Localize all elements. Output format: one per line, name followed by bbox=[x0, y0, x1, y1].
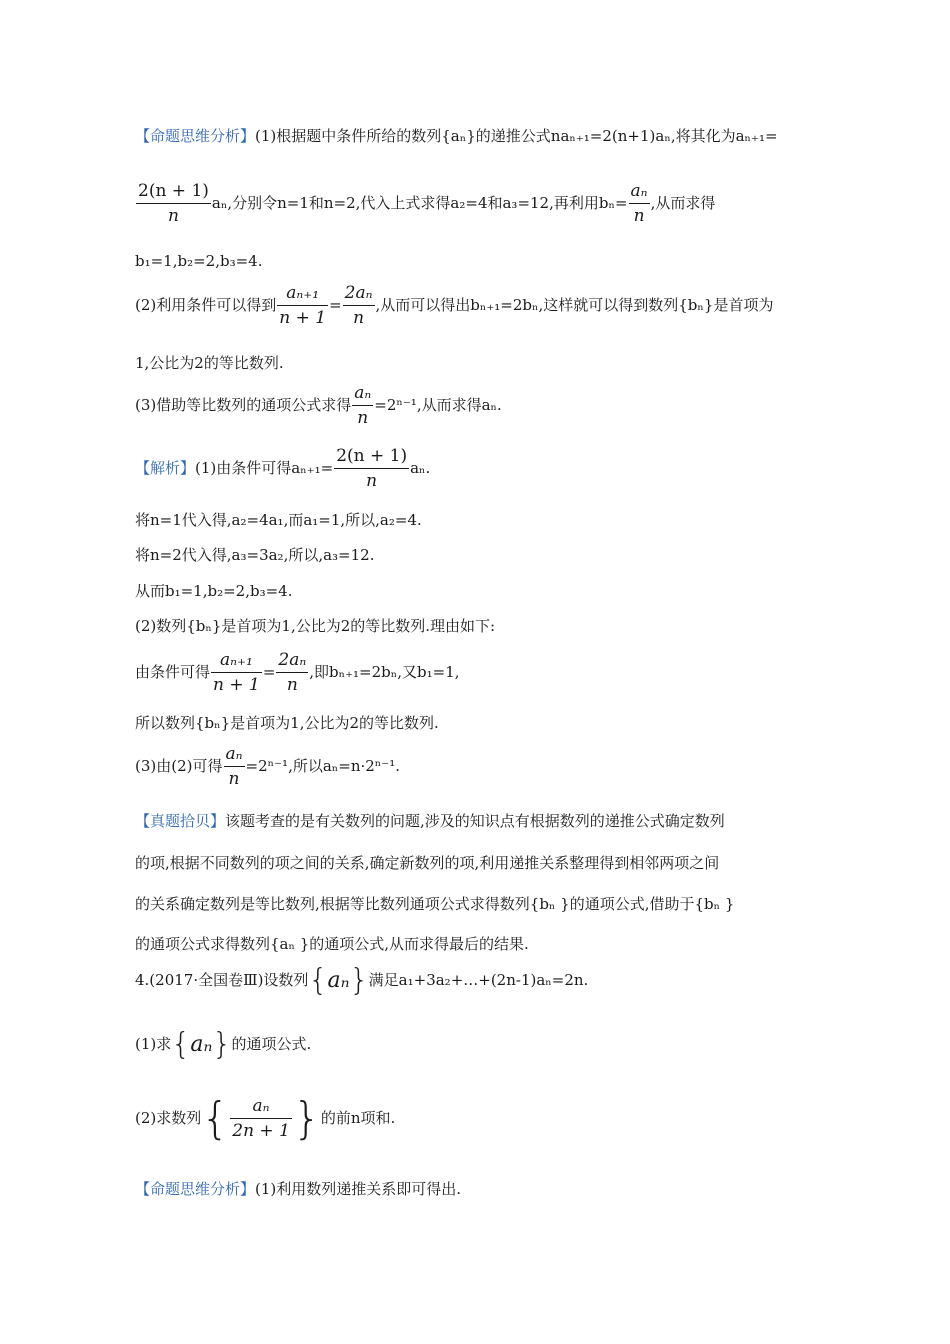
sequence-symbol: aₙ bbox=[190, 1032, 213, 1057]
brace-close: } bbox=[212, 1027, 232, 1062]
fraction: $\frac{\text{aₙ}}{2n + 1}$ bbox=[232, 1096, 290, 1141]
q1-text: (1)求 bbox=[135, 1035, 172, 1053]
solution-line-6 bbox=[135, 652, 460, 694]
analysis-text-6-end: =2ⁿ⁻¹,从而求得aₙ. bbox=[374, 396, 502, 414]
fraction: $\frac{\text{aₙ}}{n}$ bbox=[630, 181, 648, 226]
solution-text-2: 将n=1代入得,a₂=4a₁,而a₁=1,所以,a₂=4. bbox=[135, 511, 422, 529]
solution-text-5: (2)数列{bₙ}是首项为1,公比为2的等比数列.理由如下: bbox=[135, 617, 496, 635]
solution-text-3: 将n=2代入得,a₃=3a₂,所以,a₃=12. bbox=[135, 546, 375, 564]
solution-line-5 bbox=[135, 619, 495, 634]
problem-4-text: 4.(2017·全国卷Ⅲ)设数列 bbox=[135, 971, 309, 989]
problem-4-q2 bbox=[135, 1093, 396, 1144]
analysis-2-line-1 bbox=[135, 1182, 461, 1197]
fraction: $\frac{2(n + 1)}{n}$ bbox=[336, 446, 408, 491]
fraction: $\frac{\text{aₙ₊₁}}{n + 1}$ bbox=[213, 650, 260, 695]
analysis-2-text-1: (1)利用数列递推关系即可得出. bbox=[255, 1180, 462, 1198]
review-line-1 bbox=[135, 814, 725, 829]
fraction: $\frac{\text{2aₙ}}{n}$ bbox=[278, 650, 307, 695]
analysis-text-6: (3)借助等比数列的通项公式求得 bbox=[135, 396, 352, 414]
analysis-2-tag: 【命题思维分析】 bbox=[135, 1180, 256, 1198]
brace-open: { bbox=[201, 1093, 230, 1144]
problem-4-condition: 满足a₁+3a₂+…+(2n-1)aₙ=2n. bbox=[368, 971, 589, 989]
review-text-4: 的通项公式求得数列{aₙ }的通项公式,从而求得最后的结果. bbox=[135, 935, 529, 953]
analysis-text-1: (1)根据题中条件所给的数列{aₙ}的递推公式naₙ₊₁=2(n+1)aₙ,将其化为aₙ₊₁= bbox=[255, 127, 778, 145]
review-text-3: 的关系确定数列是等比数列,根据等比数列通项公式求得数列{bₙ }的通项公式,借助于{bₙ } bbox=[135, 895, 735, 913]
solution-tag: 【解析】 bbox=[135, 459, 196, 477]
solution-text-1: (1)由条件可得aₙ₊₁= bbox=[195, 459, 334, 477]
solution-text-6: 由条件可得 bbox=[135, 663, 211, 681]
solution-text-1-end: aₙ. bbox=[410, 459, 431, 477]
solution-line-7 bbox=[135, 716, 439, 731]
analysis-text-5: 1,公比为2的等比数列. bbox=[135, 354, 284, 372]
analysis-line-1 bbox=[135, 129, 778, 144]
solution-text-8-end: =2ⁿ⁻¹,所以aₙ=n·2ⁿ⁻¹. bbox=[245, 757, 400, 775]
analysis-text-2: aₙ,分别令n=1和n=2,代入上式求得a₂=4和a₃=12,再利用bₙ= bbox=[211, 194, 628, 212]
brace-open: { bbox=[308, 963, 328, 998]
solution-text-6-end: ,即bₙ₊₁=2bₙ,又b₁=1, bbox=[309, 663, 460, 681]
analysis-tag: 【命题思维分析】 bbox=[135, 127, 256, 145]
analysis-text-4: (2)利用条件可以得到 bbox=[135, 296, 277, 314]
analysis-line-2 bbox=[135, 183, 715, 225]
analysis-line-3 bbox=[135, 254, 263, 269]
brace-close: } bbox=[349, 963, 369, 998]
q2-text-end: 的前n项和. bbox=[320, 1109, 396, 1127]
review-line-3 bbox=[135, 897, 734, 912]
analysis-line-4 bbox=[135, 285, 773, 327]
problem-4-line bbox=[135, 963, 589, 998]
brace-open: { bbox=[171, 1027, 191, 1062]
analysis-text-3: b₁=1,b₂=2,b₃=4. bbox=[135, 252, 263, 270]
fraction: $\frac{\text{aₙ}}{n}$ bbox=[354, 383, 372, 428]
analysis-line-6 bbox=[135, 385, 502, 427]
solution-line-2 bbox=[135, 513, 422, 528]
analysis-text-2-end: ,从而求得 bbox=[650, 194, 716, 212]
q1-text-end: 的通项公式. bbox=[231, 1035, 312, 1053]
equals-sign: = bbox=[329, 296, 342, 314]
fraction: $\frac{\text{aₙ}}{n}$ bbox=[225, 744, 243, 789]
equals-sign: = bbox=[262, 663, 276, 681]
analysis-text-4-end: ,从而可以得出bₙ₊₁=2bₙ,这样就可以得到数列{bₙ}是首项为 bbox=[375, 296, 774, 314]
fraction: $\frac{2(n + 1)}{n}$ bbox=[138, 181, 209, 226]
problem-4-q1 bbox=[135, 1027, 312, 1062]
q2-text: (2)求数列 bbox=[135, 1109, 202, 1127]
analysis-line-5 bbox=[135, 356, 284, 371]
solution-line-3 bbox=[135, 548, 374, 563]
fraction: $\frac{\text{aₙ₊₁}}{n + 1}$ bbox=[279, 283, 327, 328]
review-tag: 【真题拾贝】 bbox=[135, 812, 226, 830]
solution-line-4 bbox=[135, 584, 293, 599]
fraction: $\frac{\text{2aₙ}}{n}$ bbox=[344, 283, 373, 328]
review-line-2 bbox=[135, 856, 719, 871]
solution-text-7: 所以数列{bₙ}是首项为1,公比为2的等比数列. bbox=[135, 714, 439, 732]
brace-close: } bbox=[292, 1093, 321, 1144]
solution-line-1 bbox=[135, 448, 430, 490]
sequence-symbol: aₙ bbox=[327, 968, 350, 993]
solution-text-8: (3)由(2)可得 bbox=[135, 757, 223, 775]
review-text-1: 该题考查的是有关数列的问题,涉及的知识点有根据数列的递推公式确定数列 bbox=[225, 812, 725, 830]
review-text-2: 的项,根据不同数列的项之间的关系,确定新数列的项,利用递推关系整理得到相邻两项之间 bbox=[135, 854, 720, 872]
solution-line-8 bbox=[135, 746, 400, 788]
solution-text-4: 从而b₁=1,b₂=2,b₃=4. bbox=[135, 582, 293, 600]
review-line-4 bbox=[135, 937, 529, 952]
